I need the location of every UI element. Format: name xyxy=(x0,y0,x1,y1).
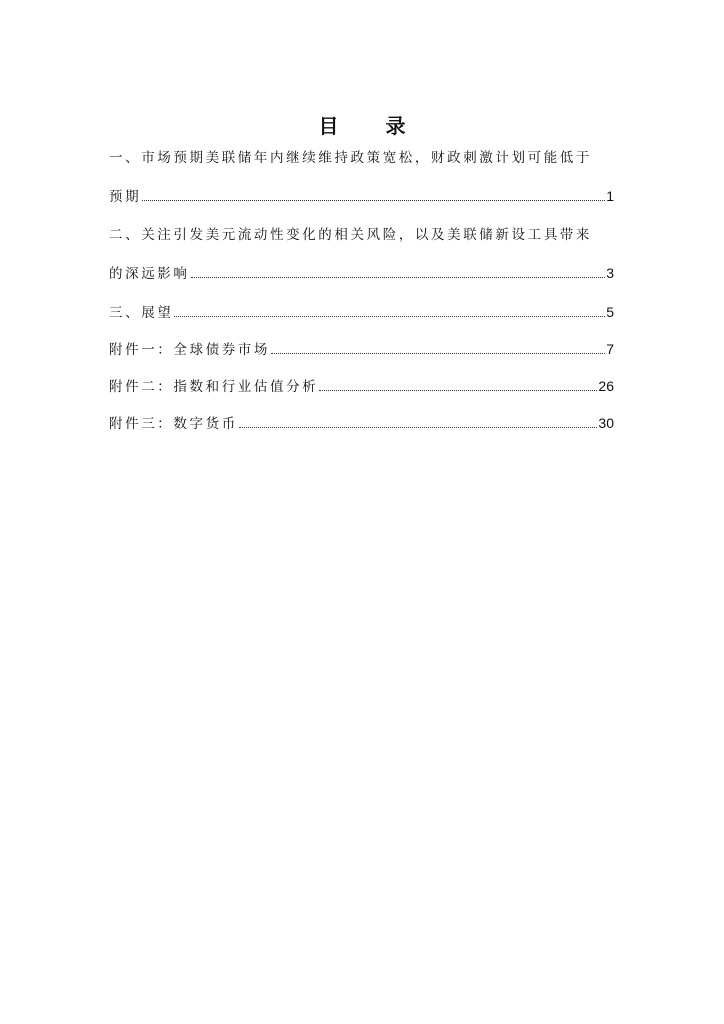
toc-title: 目 录 xyxy=(318,114,426,138)
toc-page-number: 26 xyxy=(598,378,614,394)
toc-entry-2[interactable] xyxy=(109,225,614,283)
toc-entry-3[interactable] xyxy=(109,302,614,322)
toc-entry-row xyxy=(109,413,614,433)
dot-leader xyxy=(239,427,598,428)
dot-leader xyxy=(319,390,597,391)
toc-page-number: 5 xyxy=(606,304,614,320)
toc-entry-row xyxy=(109,186,614,206)
toc-entry-label: 的深远影响 xyxy=(109,266,190,282)
dot-leader xyxy=(142,200,605,201)
toc-page-number: 7 xyxy=(606,341,614,357)
toc-entry-row xyxy=(109,376,614,396)
toc-page-number: 3 xyxy=(606,265,614,281)
toc-entry-label: 三、展望 xyxy=(109,305,174,321)
toc-entry-row xyxy=(109,339,614,359)
toc-entry-text: 一、市场预期美联储年内继续维持政策宽松，财政刺激计划可能低于 xyxy=(109,150,592,166)
toc-entry-label: 预期 xyxy=(109,189,142,205)
toc-entry-1[interactable] xyxy=(109,148,614,206)
toc-entry-label: 附件三：数字货币 xyxy=(109,416,238,432)
toc-entry-row xyxy=(109,302,614,322)
toc-entry-4[interactable] xyxy=(109,339,614,359)
toc-entry-row xyxy=(109,263,614,283)
dot-leader xyxy=(174,316,605,317)
toc-page-number: 1 xyxy=(606,188,614,204)
toc-entry-text: 二、关注引发美元流动性变化的相关风险，以及美联储新设工具带来 xyxy=(109,227,592,243)
toc-page-number: 30 xyxy=(598,415,614,431)
toc-entry-label: 附件二：指数和行业估值分析 xyxy=(109,379,319,395)
toc-entry-label: 附件一：全球债券市场 xyxy=(109,342,270,358)
toc-entry-5[interactable] xyxy=(109,376,614,396)
dot-leader xyxy=(271,353,605,354)
toc-entry-6[interactable] xyxy=(109,413,614,433)
dot-leader xyxy=(191,277,606,278)
